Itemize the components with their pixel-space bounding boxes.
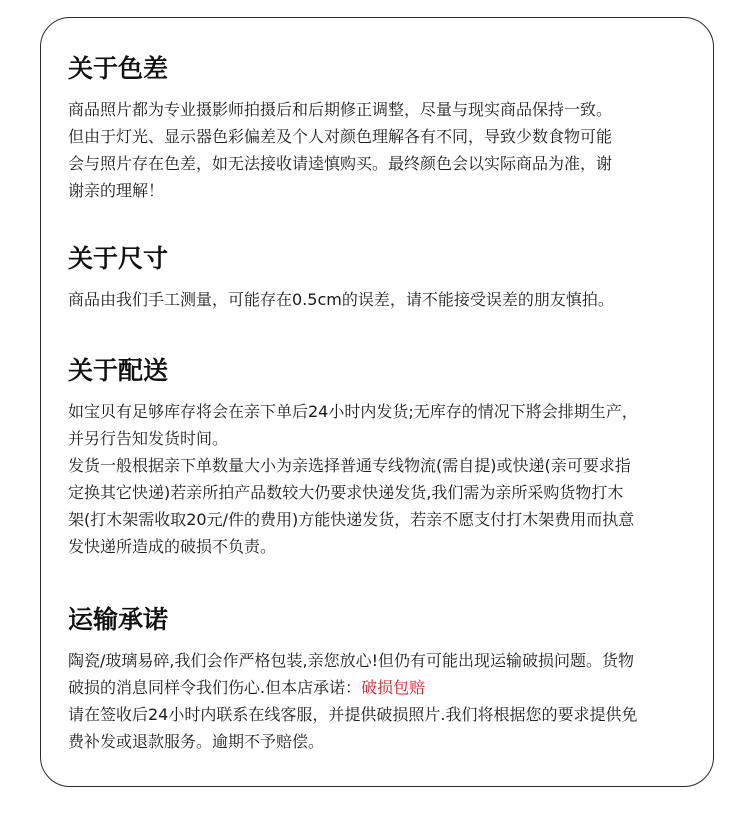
section-body (68, 286, 710, 313)
section-delivery (68, 354, 710, 560)
body-line: 但由于灯光、显示器色彩偏差及个人对颜色理解各有不同，导致少数食物可能 (68, 127, 613, 146)
body-line: 陶瓷/玻璃易碎,我们会作严格包装,亲您放心!但仍有可能出现运输破损问题。货物 (68, 651, 634, 670)
body-line: 发快递所造成的破损不负责。 (68, 537, 277, 556)
body-line: 发货一般根据亲下单数量大小为亲选择普通专线物流(需自提)或快递(亲可要求指 (68, 456, 631, 475)
body-line: 请在签收后24小时内联系在线客服，并提供破损照片.我们将根据您的要求提供免 (68, 705, 638, 724)
body-line (68, 674, 710, 701)
body-line: 会与照片存在色差，如无法接收请逵慎购买。最终颜色会以实际商品为准，谢 (68, 154, 613, 173)
body-line: 商品照片都为专业摄影师拍摄后和后期修正调整，尽量与现实商品保持一致。 (68, 100, 613, 119)
body-line-text: 破损的消息同样令我们伤心.但本店承诺： (68, 678, 362, 697)
section-size (68, 242, 710, 313)
body-line: 并另行告知发货时间。 (68, 429, 229, 448)
body-line: 谢亲的理解！ (68, 181, 165, 200)
section-shipping-promise (68, 603, 710, 755)
section-title: 运输承诺 (68, 605, 169, 634)
section-color-difference (68, 52, 710, 204)
section-body (68, 398, 710, 560)
section-title: 关于色差 (68, 54, 169, 83)
body-line: 商品由我们手工测量，可能存在0.5cm的误差，请不能接受误差的朋友慎拍。 (68, 290, 614, 309)
body-line: 如宝贝有足够库存将会在亲下单后24小时内发货;无库存的情况下將会排期生产， (68, 402, 638, 421)
section-body (68, 647, 710, 755)
section-body (68, 96, 710, 204)
body-line: 架(打木架需收取20元/件的费用)方能快递发货，若亲不愿支付打木架费用而执意 (68, 510, 635, 529)
body-line: 费补发或退款服务。逾期不予赔偿。 (68, 732, 325, 751)
body-line: 定换其它快递)若亲所拍产品数较大仍要求快递发货,我们需为亲所采购货物打木 (68, 483, 624, 502)
damage-guarantee-highlight: 破损包赔 (361, 678, 426, 697)
section-title: 关于配送 (68, 356, 169, 385)
section-title: 关于尺寸 (68, 244, 169, 273)
